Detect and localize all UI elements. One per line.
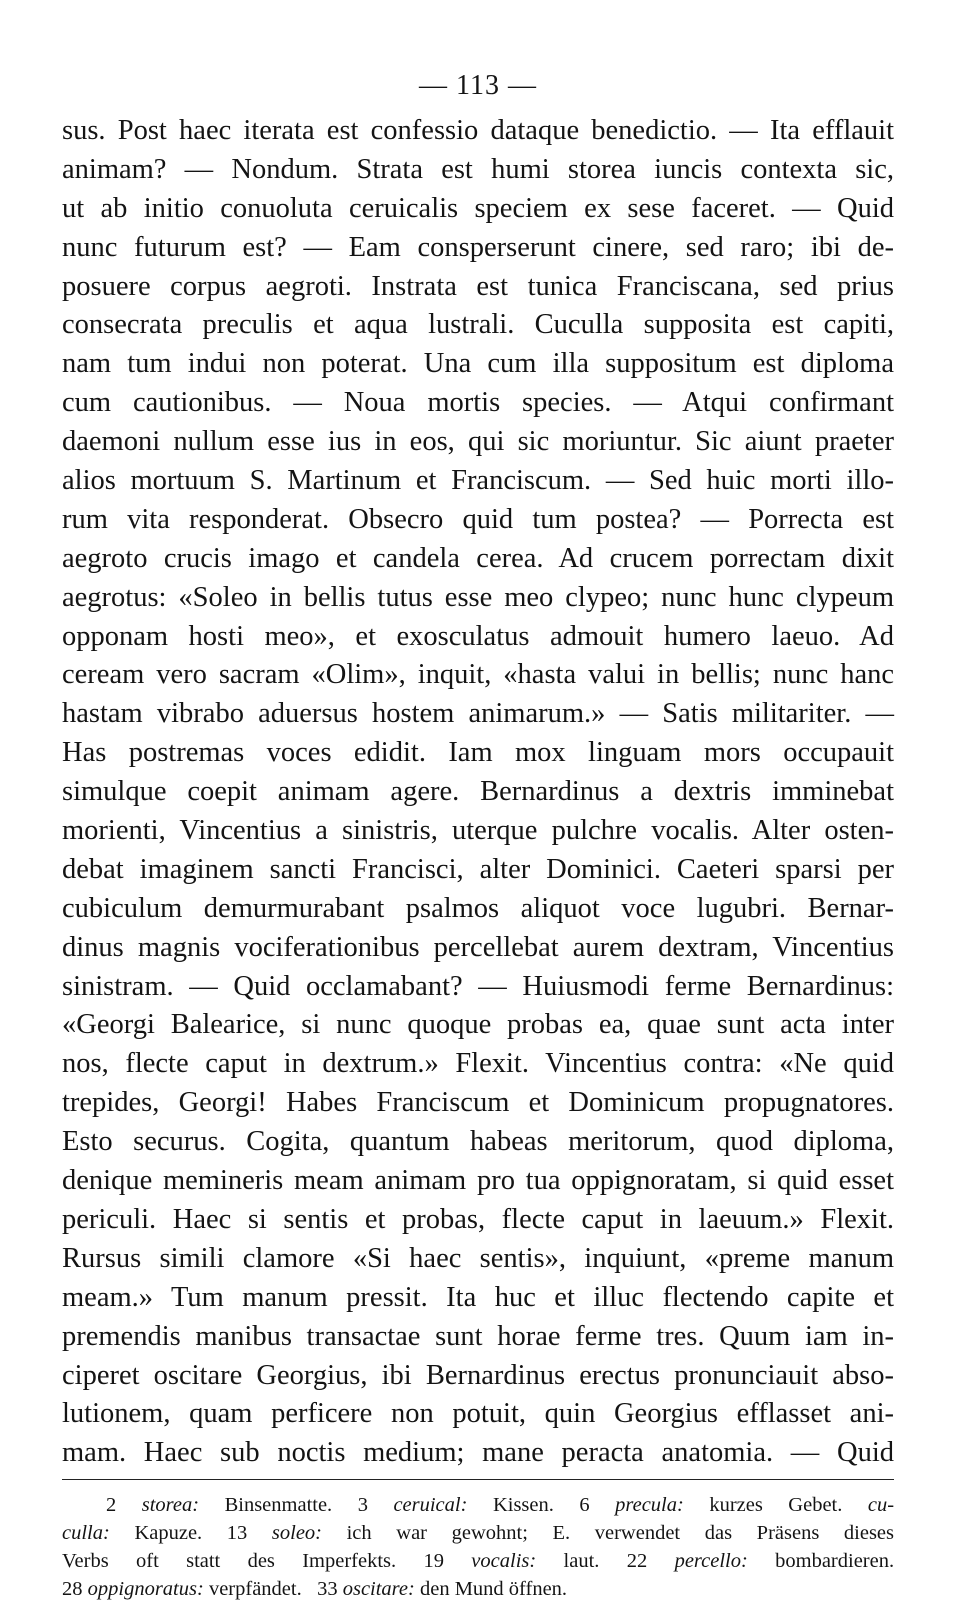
text-line: opponam hosti meo», et exosculatus admouit humero laeuo. Ad <box>62 620 894 652</box>
text-line: Rursus simili clamore «Si haec sentis», inquiunt, «preme manum <box>62 1242 894 1274</box>
footnote-line: 28 oppignoratus: verpfändet. 33 oscitare: den Mund öffnen. <box>62 1577 568 1600</box>
text-line: aegroto crucis imago et candela cerea. Ad crucem porrectam dixit <box>62 542 894 574</box>
text-line: mam. Haec sub noctis medium; mane peracta anatomia. — Quid <box>62 1437 894 1469</box>
text-line: simulque coepit animam agere. Bernardinus a dextris imminebat <box>62 776 894 808</box>
text-line: nam tum indui non poterat. Una cum illa suppositum est diploma <box>62 348 894 380</box>
text-line: sus. Post haec iterata est confessio dataque benedictio. — Ita efflauit <box>62 115 894 146</box>
footnotes <box>62 1492 894 1603</box>
text-line: sinistram. — Quid occlamabant? — Huiusmodi ferme Bernardinus: <box>62 970 894 1002</box>
text-line: cum cautionibus. — Noua mortis species. — Atqui confirmant <box>62 387 894 419</box>
footnote-line: 2 storea: Binsenmatte. 3 ceruical: Kissen. 6 precula: kurzes Gebet. cu- <box>106 1494 895 1517</box>
text-line: morienti, Vincentius a sinistris, uterque pulchre vocalis. Alter osten- <box>62 815 894 847</box>
text-line: posuere corpus aegroti. Instrata est tunica Franciscana, sed prius <box>62 270 894 302</box>
text-line: daemoni nullum esse ius in eos, qui sic moriuntur. Sic aiunt praeter <box>62 426 894 458</box>
text-line: debat imaginem sancti Francisci, alter Dominici. Caeteri sparsi per <box>62 853 894 885</box>
text-line: aegrotus: «Soleo in bellis tutus esse meo clypeo; nunc hunc clypeum <box>62 581 894 613</box>
text-line: animam? — Nondum. Strata est humi storea iuncis contexta sic, <box>62 153 894 185</box>
text-line: nunc futurum est? — Eam consperserunt cinere, sed raro; ibi de- <box>62 231 894 263</box>
text-line: Has postremas voces edidit. Iam mox linguam mors occupauit <box>62 737 894 769</box>
text-line: meam.» Tum manum pressit. Ita huc et illuc flectendo capite et <box>62 1281 894 1313</box>
text-line: premendis manibus transactae sunt horae ferme tres. Quum iam in- <box>62 1320 894 1352</box>
text-line: ciperet oscitare Georgius, ibi Bernardinus erectus pronunciauit abso- <box>62 1359 894 1391</box>
text-line: denique memineris meam animam pro tua oppignoratam, si quid esset <box>62 1165 894 1197</box>
text-line: nos, flecte caput in dextrum.» Flexit. Vincentius contra: «Ne quid <box>62 1048 894 1080</box>
text-line: cubiculum demurmurabant psalmos aliquot voce lugubri. Bernar- <box>62 892 894 924</box>
text-line: consecrata preculis et aqua lustrali. Cuculla supposita est capiti, <box>62 309 894 341</box>
text-line: rum vita responderat. Obsecro quid tum postea? — Porrecta est <box>62 503 894 535</box>
text-line: «Georgi Balearice, si nunc quoque probas ea, quae sunt acta inter <box>62 1009 894 1041</box>
text-line: ut ab initio conuoluta ceruicalis speciem ex sese faceret. — Quid <box>62 192 894 224</box>
text-line: hastam vibrabo aduersus hostem animarum.» — Satis militariter. — <box>62 698 894 730</box>
footnote-line: Verbs oft statt des Imperfekts. 19 vocalis: laut. 22 percello: bombardieren. <box>62 1549 895 1572</box>
footnote-line: culla: Kapuze. 13 soleo: ich war gewohnt; E. verwendet das Präsens dieses <box>62 1521 895 1544</box>
page-number: — 113 — <box>419 70 537 101</box>
text-line: periculi. Haec si sentis et probas, flecte caput in laeuum.» Flexit. <box>62 1203 894 1235</box>
text-line: Esto securus. Cogita, quantum habeas meritorum, quod diploma, <box>62 1126 894 1158</box>
text-line: lutionem, quam perficere non potuit, quin Georgius efflasset ani- <box>62 1398 894 1430</box>
footnote-divider <box>62 1479 894 1480</box>
text-line: trepides, Georgi! Habes Franciscum et Dominicum propugnatores. <box>62 1087 894 1119</box>
text-line: ceream vero sacram «Olim», inquit, «hasta valui in bellis; nunc hanc <box>62 659 894 691</box>
page <box>62 60 894 1603</box>
body-text <box>62 112 894 1473</box>
text-line: dinus magnis vociferationibus percellebat aurem dextram, Vincentius <box>62 931 894 963</box>
text-line: alios mortuum S. Martinum et Franciscum. — Sed huic morti illo- <box>62 465 894 497</box>
